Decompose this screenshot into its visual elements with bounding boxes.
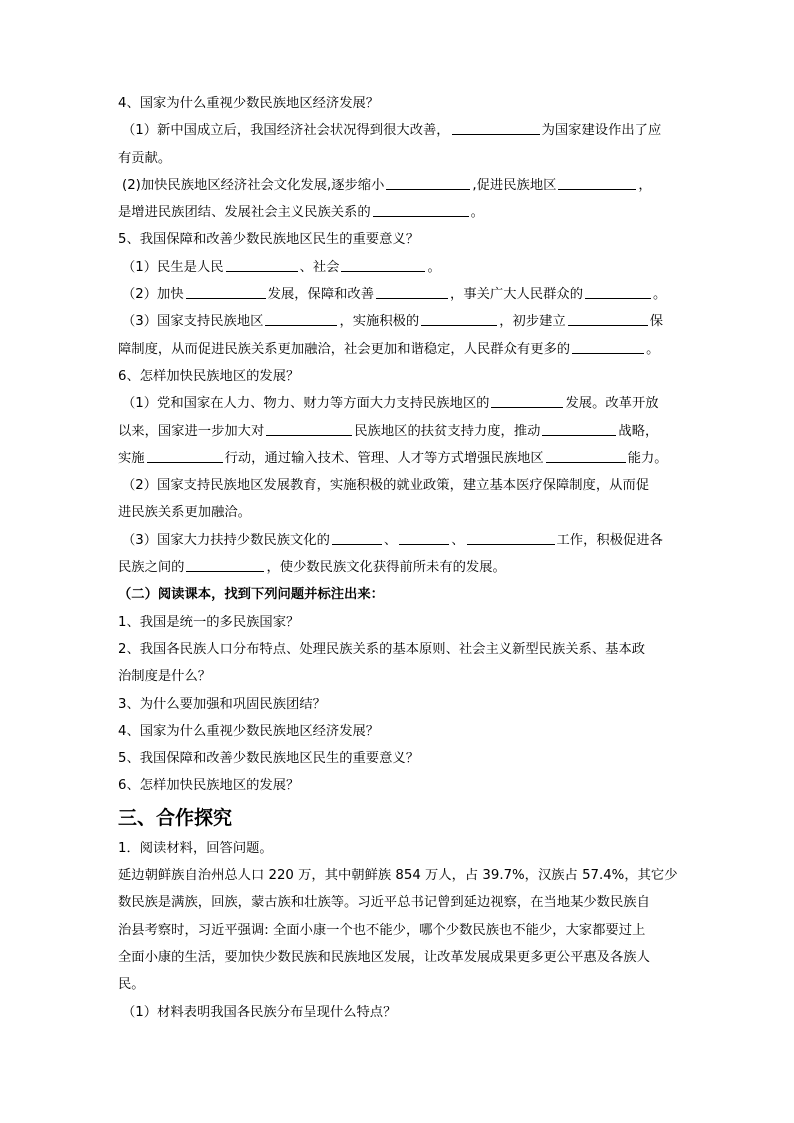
text-run: 民族地区的扶贫支持力度，推动 [354,423,541,439]
text-run: 6、怎样加快民族地区的发展？ [118,778,300,794]
text-line [118,745,684,772]
fill-in-blank [542,420,616,436]
fill-in-blank [572,338,644,354]
text-run: 3、为什么要加强和巩固民族团结？ [118,696,326,712]
section-heading [118,801,684,835]
text-line [118,889,684,916]
text-run: 障制度，从而促进民族关系更加融洽，社会更加和谐稳定，人民群众有更多的 [118,341,571,357]
text-run: 4、国家为什么重视少数民族地区经济发展？ [118,96,380,111]
text-run: 以来，国家进一步加大对 [118,423,265,439]
fill-in-blank [467,529,555,545]
text-line [118,862,684,889]
fill-in-blank [265,310,337,326]
fill-in-blank [399,529,449,545]
text-run: ，事关广大人民群众的 [450,287,583,303]
text-line [118,527,684,554]
text-run: 、社会 [299,259,340,275]
text-run: 全面小康的生活，要加快少数民族和民族地区发展，让改革发展成果更多更公平惠及各族人 [118,949,650,965]
text-run: ，初步建立 [499,314,566,330]
text-line [118,308,684,335]
fill-in-blank [341,256,425,272]
text-line [118,663,684,690]
fill-in-blank [491,392,563,408]
text-run: ，使少数民族文化获得前所未有的发展。 [266,560,506,576]
fill-in-blank [147,447,223,463]
fill-in-blank [386,174,470,190]
fill-in-blank [558,174,636,190]
text-line [118,835,684,862]
text-run: （1）民生是人民 [122,259,224,275]
text-run: 1．阅读材料，回答问题。 [118,840,273,856]
text-run: ,促进民族地区 [472,177,557,193]
text-line [118,691,684,718]
text-line [118,117,684,144]
text-run: 延边朝鲜族自治州总人口 220 万，其中朝鲜族 854 万人，占 39.7%，汉族占 57.4%，其它少 [118,868,678,884]
fill-in-blank [421,310,497,326]
text-run: 、 [451,532,465,548]
fill-in-blank [266,420,352,436]
text-line [118,336,684,363]
text-run: （2）加快 [122,287,184,303]
text-line [118,499,684,526]
text-run: 为国家建设作出了应 [541,123,662,139]
text-run: 有贡献。 [118,150,172,166]
text-run: （3）国家大力扶持少数民族文化的 [122,532,330,548]
text-line [118,554,684,581]
text-line [118,472,684,499]
text-line [118,917,684,944]
text-run: 4、国家为什么重视少数民族地区经济发展？ [118,723,380,739]
text-run: （3）国家支持民族地区 [122,314,264,330]
text-line [118,944,684,971]
text-run: （2）国家支持民族地区发展教育，实施积极的就业政策，建立基本医疗保障制度，从而促 [122,478,650,494]
text-run: 是增进民族团结、发展社会主义民族关系的 [118,205,371,221]
text-run: 民。 [118,977,145,993]
fill-in-blank [186,556,264,572]
text-run: ， [638,177,652,193]
text-line [118,445,684,472]
text-run: 、 [383,532,398,548]
text-line [118,363,684,390]
fill-in-blank [376,283,448,299]
text-run: 保 [649,314,663,330]
fill-in-blank [332,529,382,545]
text-run: 战略， [618,423,659,439]
text-line [118,772,684,799]
text-line [118,281,684,308]
text-run: 数民族是满族，回族，蒙古族和壮族等。习近平总书记曾到延边视察，在当地某少数民族自 [118,895,650,911]
text-run: 2、我国各民族人口分布特点、处理民族关系的基本原则、社会主义新型民族关系、基本政 [118,641,646,657]
text-run: （1）新中国成立后，我国经济社会状况得到很大改善， [122,123,450,139]
fill-in-blank [373,201,469,217]
text-run: 。 [646,341,660,357]
text-run: 发展，保障和改善 [267,287,375,303]
fill-in-blank [546,447,626,463]
text-line [118,390,684,417]
text-run: 能力。 [627,450,668,466]
text-run: 实施 [118,450,145,466]
text-run: （二）阅读课本，找到下列问题并标注出来： [118,587,384,603]
text-run: 治县考察时，习近平强调: 全面小康一个也不能少，哪个少数民族也不能少，大家都要过上 [118,922,646,938]
fill-in-blank [568,310,648,326]
text-run: 6、怎样加快民族地区的发展？ [118,368,300,384]
text-line [118,226,684,253]
text-line [118,718,684,745]
text-run: 民族之间的 [118,560,185,576]
text-run: 发展。改革开放 [565,396,659,412]
text-run: ，实施积极的 [339,314,420,330]
text-line [118,90,684,117]
text-run: 。 [653,287,667,303]
fill-in-blank [226,256,298,272]
fill-in-blank [452,119,540,135]
text-run: 治制度是什么？ [118,669,212,685]
fill-in-blank [186,283,266,299]
text-run: 三、合作探究 [118,806,233,829]
text-run: 5、我国保障和改善少数民族地区民生的重要意义？ [118,232,419,248]
text-line [118,172,684,199]
text-line [118,971,684,998]
text-run: 。 [427,259,441,275]
text-run: （1）材料表明我国各民族分布呈现什么特点？ [122,1004,397,1020]
text-line [118,609,684,636]
text-line [118,254,684,281]
text-run: 1、我国是统一的多民族国家？ [118,614,300,630]
text-line [118,145,684,172]
text-line [118,636,684,663]
text-run: 。 [470,205,484,221]
fill-in-blank [585,283,651,299]
text-line [118,999,684,1026]
text-line [118,199,684,226]
text-run: 进民族关系更加融洽。 [118,505,251,521]
text-run: 工作，积极促进各 [556,532,663,548]
text-line [118,418,684,445]
text-run: 5、我国保障和改善少数民族地区民生的重要意义？ [118,751,419,767]
text-run: (2)加快民族地区经济社会文化发展,逐步缩小 [122,177,385,193]
document-body [118,90,684,1026]
text-run: （1）党和国家在人力、物力、财力等方面大力支持民族地区的 [122,396,490,412]
text-run: 行动，通过输入技术、管理、人才等方式增强民族地区 [224,450,544,466]
subsection-heading [118,581,684,608]
